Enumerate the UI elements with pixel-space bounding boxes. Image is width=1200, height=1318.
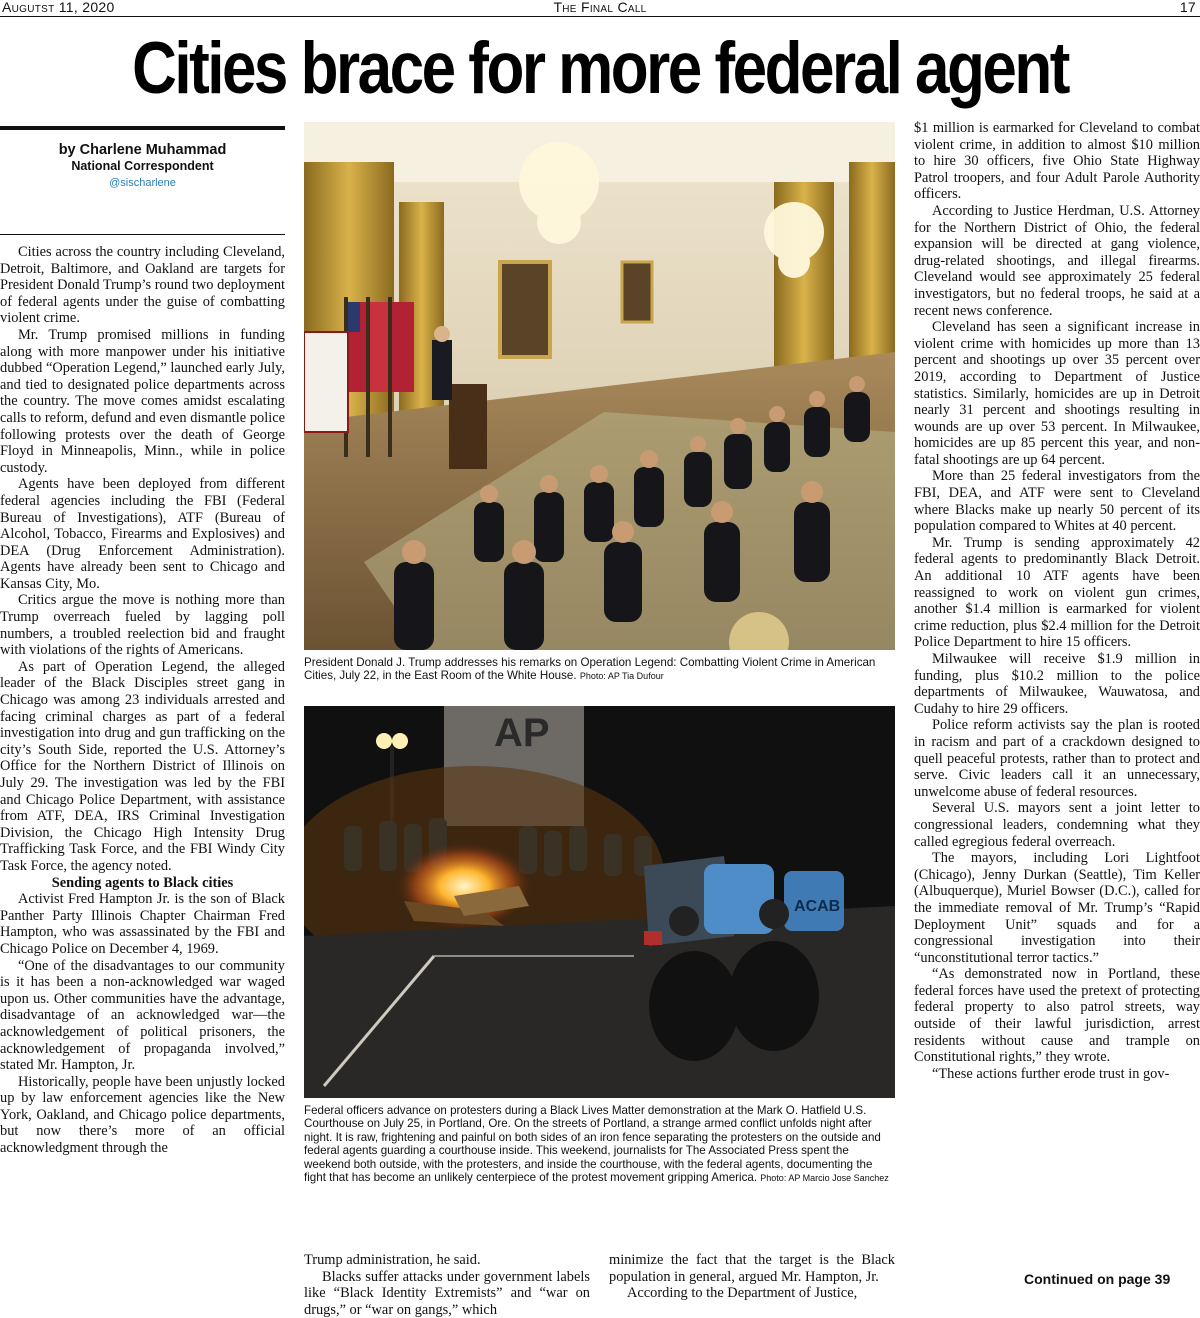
continued-jump-line[interactable]: Continued on page 39 (1024, 1271, 1171, 1287)
paragraph: Milwaukee will receive $1.9 million in funding, plus $10.2 million to the police departments of Milwaukee, Wauwatosa, and Cudahy to hire 29 officers. (914, 651, 1200, 717)
paragraph: Critics argue the move is nothing more than Trump overreach fueled by lagging poll numbers, a troubled reelection bid and fraught with violations of the rights of Americans. (0, 592, 285, 659)
paragraph: More than 25 federal investigators from the FBI, DEA, and ATF were sent to Cleveland where Blacks make up nearly 50 percent of its population compared to Whites at 40 percent. (914, 468, 1200, 535)
byline-box (0, 126, 285, 235)
paragraph: “These actions further erode trust in gov- (932, 1065, 1170, 1082)
east-room-illustration (304, 122, 895, 650)
photo1-caption-text: President Donald J. Trump addresses his remarks on Operation Legend: Combatting Violent Crime in American Cities, July 22, in the East Room of the White House. (304, 656, 876, 683)
paragraph: $1 million is earmarked for Cleveland to combat violent crime, in addition to almost $10 million to hire 30 officers, five Ohio State Highway Patrol troopers, and four Adult Parole Authority officers. (914, 120, 1200, 203)
paragraph: The mayors, including Lori Lightfoot (Chicago), Jenny Durkan (Seattle), Tim Keller (Albuquerque), Muriel Bowser (D.C.), called for the immediate removal of Mr. Trump’s “Rapid Deployment Unit” squads and for a congressional investigation into their “unconstitutional terror tactics.” (914, 850, 1200, 966)
running-header (0, 0, 1200, 17)
byline-author: by Charlene Muhammad (58, 142, 227, 158)
paragraph: Cities across the country including Cleveland, Detroit, Baltimore, and Oakland are targets for President Donald Trump’s round two deployment of federal agents under the guise of combatting violent crime. (0, 244, 286, 327)
subheading: Sending agents to Black cities (51, 874, 234, 891)
paragraph: “As demonstrated now in Portland, these federal forces have used the pretext of protecting federal property to also patrol streets, way outside of their lawful jurisdiction, arrest residents without cause and trample on Constitutional rights,” they wrote. (914, 966, 1200, 1066)
paragraph: Blacks suffer attacks under government labels like “Black Identity Extremists” and “war on drugs,” or “war on gangs,” which (304, 1268, 590, 1318)
article-column-1 (0, 244, 285, 1157)
paragraph: Several U.S. mayors sent a joint letter to congressional leaders, condemning what they called egregious federal overreach. (914, 800, 1200, 850)
paragraph: According to Justice Herdman, U.S. Attorney for the Northern District of Ohio, the federal expansion will be directed at gang violence, drug-related shootings, and illegal firearms. Cleveland would see approximately 25 federal investigators, but no federal troops, he said at a recent news conference. (914, 202, 1200, 319)
paragraph: Trump administration, he said. (304, 1252, 481, 1268)
article-column-3 (609, 1252, 895, 1302)
paragraph: As part of Operation Legend, the alleged leader of the Black Disciples street gang in Chicago was among 23 individuals arrested and facing criminal charges as part of a federal investigation into drug and gun trafficking on the city’s South Side, reported the U.S. Attorney’s Office for the Northern District of Illinois on July 29. The investigation was led by the FBI and Chicago Police Department, with assistance from ATF, DEA, IRS Criminal Investigation Division, the Chicago High Intensity Drug Trafficking Task Force, and the FBI Windy City Task Force, the agency noted. (0, 658, 285, 874)
photo2-credit: Photo: AP Marcio Jose Sanchez (760, 1173, 889, 1184)
paragraph: Historically, people have been unjustly locked up by law enforcement agencies like the New York, Oakland, and Chicago police departments, but now there’s more of an official acknowledgment through the (0, 1073, 285, 1157)
paragraph: “One of the disadvantages to our community is it has been a non-acknowledged war waged upon us. Other communities have the advantage, disadvantage of an acknowledged war—the acknowledgement of political prisoners, the acknowledgement of propaganda involved,” stated Mr. Hampton, Jr. (0, 957, 285, 1074)
paragraph: According to the Department of Justice, (627, 1285, 858, 1302)
photo2-caption-text: Federal officers advance on protesters during a Black Lives Matter demonstration at the Mark O. Hatfield U.S. Courthouse on July 25, in Portland, Ore. On the streets of Portland, a strange armed conflict unfolds night after night. It is raw, frightening and painful on both sides of an iron fence separating the protesters on the outside and federal agents guarding a courthouse inside. This weekend, journalists for The Associated Press spent the weekend both outside, with the protesters, and inside the courthouse, with the federal agents, documenting the fight that has become an unlikely centerpiece of the protest movement gripping America. (304, 1104, 881, 1185)
east-room-photo (304, 122, 895, 650)
article-column-4 (914, 120, 1200, 1082)
byline-role: National Correspondent (71, 159, 214, 173)
paragraph: Mr. Trump is sending approximately 42 federal agents to predominantly Black Detroit. An additional 10 ATF agents have been reassigned to work on violent gun crimes, another $1.4 million is earmarked for violent crime reduction, plus $2.4 million for the Detroit Police Department to hire 15 officers. (914, 534, 1200, 651)
paragraph: Police reform activists say the plan is rooted in racism and part of a crackdown designed to quell peaceful protests, rather than to protect and serve. Civic leaders call it an unnecessary, unwelcome abuse of federal resources. (914, 717, 1200, 800)
paragraph: minimize the fact that the target is the Black population in general, argued Mr. Hampton, Jr. (609, 1252, 895, 1285)
paragraph: Cleveland has seen a significant increase in violent crime with homicides up more than 13 percent and shootings up over 35 percent over 2019, according to Department of Justice statistics. Similarly, homicides are up in Detroit nearly 31 percent and shootings resulting in wounds are up over 53 percent. In Milwaukee, homicides are up 85 percent this year, and non-fatal shootings are up 64 percent. (914, 319, 1200, 468)
paragraph: Mr. Trump promised millions in funding along with more manpower under his initiative dubbed “Operation Legend,” launched early July, and tied to designated police departments across the country. The move comes amidst escalating calls to reform, defund and even dismantle police following protests over the death of George Floyd in Minneapolis, Minn., while in police custody. (0, 326, 285, 476)
paragraph: Agents have been deployed from different federal agencies including the FBI (Federal Bureau of Investigations), ATF (Bureau of Alcohol, Tobacco, Firearms and Explosives) and DEA (Drug Enforcement Administration). Agents have already been sent to Chicago and Kansas City, Mo. (0, 476, 285, 592)
article-column-2 (304, 1252, 590, 1318)
svg-text:AP: AP (494, 711, 550, 755)
portland-protest-illustration (304, 706, 895, 1098)
paragraph: Activist Fred Hampton Jr. is the son of Black Panther Party Illinois Chapter Chairman Fred Hampton, who was assassinated by the FBI and Chicago Police on December 4, 1969. (0, 891, 285, 957)
issue-date: Augutst 11, 2020 (2, 0, 115, 15)
photo1-caption (304, 656, 896, 684)
photo2-caption (304, 1104, 896, 1185)
byline-handle[interactable]: @sischarlene (109, 177, 176, 189)
photo1-credit: Photo: AP Tia Dufour (579, 671, 664, 682)
portland-protest-photo (304, 706, 895, 1098)
page-number: 17 (1179, 0, 1196, 15)
headline: Cities brace for more federal agent (132, 28, 1068, 110)
newspaper-name: The Final Call (553, 0, 647, 15)
acab-sign-text: ACAB (794, 898, 841, 915)
